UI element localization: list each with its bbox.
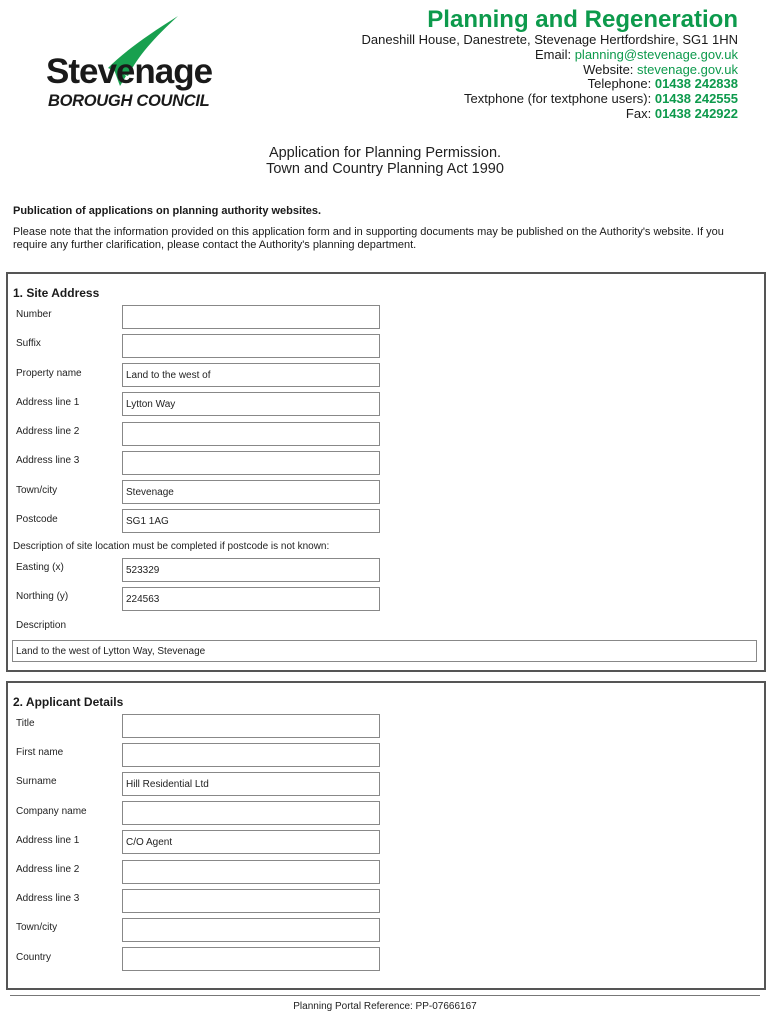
- applicant-heading: 2. Applicant Details: [13, 695, 124, 709]
- applicant-town-label: Town/city: [16, 922, 58, 933]
- portal-reference: Planning Portal Reference: PP-07666167: [293, 1001, 477, 1012]
- publication-text: Please note that the information provided on this application form and in supporting documents may be published on the Authority's website. If you require any further clarification, please contact the Authority's planning department.: [13, 226, 724, 251]
- site-suffix-label: Suffix: [16, 338, 41, 349]
- site-address-line3-field[interactable]: [122, 451, 380, 475]
- site-description-field[interactable]: Land to the west of Lytton Way, Stevenage: [12, 640, 757, 662]
- department-name: Planning and Regeneration: [427, 6, 738, 33]
- applicant-company-field[interactable]: [122, 801, 380, 825]
- applicant-address-line3-label: Address line 3: [16, 893, 80, 904]
- site-description-label: Description: [16, 620, 67, 631]
- address-line: Daneshill House, Danestrete, Stevenage Hertfordshire, SG1 1HN: [361, 32, 738, 47]
- easting-field[interactable]: 523329: [122, 558, 380, 582]
- document-title: [0, 145, 770, 177]
- site-postcode-field[interactable]: SG1 1AG: [122, 509, 380, 533]
- publication-heading: Publication of applications on planning authority websites.: [13, 205, 322, 217]
- telephone-label: Telephone:: [587, 76, 652, 92]
- logo-wordmark: Stevenage: [46, 52, 213, 91]
- document-title-line1: Application for Planning Permission.: [268, 145, 502, 161]
- applicant-address-line1-label: Address line 1: [16, 835, 80, 846]
- site-town-field[interactable]: Stevenage: [122, 480, 380, 504]
- applicant-title-label: Title: [16, 718, 35, 729]
- applicant-title-field[interactable]: [122, 714, 380, 738]
- email-link[interactable]: planning@stevenage.gov.uk: [574, 46, 738, 62]
- applicant-address-line2-label: Address line 2: [16, 864, 80, 875]
- website-link[interactable]: stevenage.gov.uk: [637, 61, 738, 77]
- logo-subtitle: BOROUGH COUNCIL: [48, 92, 210, 110]
- northing-label: Northing (y): [16, 591, 69, 602]
- site-address-line2-label: Address line 2: [16, 426, 80, 437]
- site-property-name-field[interactable]: Land to the west of: [122, 363, 380, 387]
- site-address-section: [6, 272, 766, 672]
- textphone-number: 01438 242555: [654, 91, 738, 107]
- footer-divider: [10, 995, 760, 996]
- applicant-address-line2-field[interactable]: [122, 860, 380, 884]
- site-suffix-field[interactable]: [122, 334, 380, 358]
- site-address-line1-field[interactable]: Lytton Way: [122, 392, 380, 416]
- applicant-company-label: Company name: [16, 806, 87, 817]
- site-number-label: Number: [16, 309, 52, 320]
- fax-number: 01438 242922: [654, 105, 738, 121]
- site-number-field[interactable]: [122, 305, 380, 329]
- applicant-first-name-label: First name: [16, 747, 64, 758]
- site-postcode-label: Postcode: [16, 514, 58, 525]
- document-title-line2: Town and Country Planning Act 1990: [266, 161, 504, 177]
- site-town-label: Town/city: [16, 485, 58, 496]
- applicant-country-label: Country: [16, 952, 52, 963]
- northing-field[interactable]: 224563: [122, 587, 380, 611]
- applicant-surname-field[interactable]: Hill Residential Ltd: [122, 772, 380, 796]
- website-label: Website:: [583, 61, 634, 77]
- site-address-line2-field[interactable]: [122, 422, 380, 446]
- applicant-address-line3-field[interactable]: [122, 889, 380, 913]
- applicant-town-field[interactable]: [122, 918, 380, 942]
- applicant-first-name-field[interactable]: [122, 743, 380, 767]
- easting-label: Easting (x): [16, 562, 64, 573]
- applicant-section: [6, 681, 766, 990]
- contact-block: [362, 33, 738, 122]
- site-address-heading: 1. Site Address: [13, 286, 100, 300]
- textphone-label: Textphone (for textphone users):: [464, 91, 652, 107]
- applicant-country-field[interactable]: [122, 947, 380, 971]
- fax-label: Fax:: [625, 105, 652, 121]
- telephone-number: 01438 242838: [654, 76, 738, 92]
- site-address-line1-label: Address line 1: [16, 397, 80, 408]
- site-property-name-label: Property name: [16, 368, 82, 379]
- site-address-line3-label: Address line 3: [16, 455, 80, 466]
- site-location-note: Description of site location must be completed if postcode is not known:: [13, 541, 330, 552]
- email-label: Email:: [534, 46, 572, 62]
- applicant-surname-label: Surname: [16, 776, 57, 787]
- applicant-address-line1-field[interactable]: C/O Agent: [122, 830, 380, 854]
